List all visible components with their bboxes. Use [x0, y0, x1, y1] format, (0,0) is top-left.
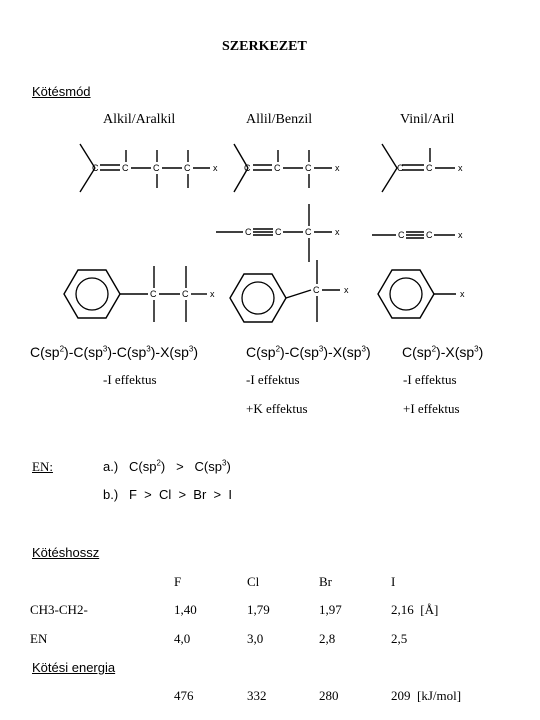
atom-c: C	[426, 163, 433, 173]
atom-x: x	[213, 163, 218, 173]
atom-c: C	[305, 227, 312, 237]
atom-x: x	[210, 289, 215, 299]
alkil-structure	[80, 144, 218, 192]
en-br: 2,8	[319, 631, 336, 646]
atom-x: x	[458, 163, 463, 173]
col-header-cl: Cl	[247, 574, 260, 589]
bond-energy-cl: 332	[247, 688, 267, 703]
column-header-allil: Allil/Benzil	[246, 112, 313, 127]
column-header-alkil: Alkil/Aralkil	[103, 112, 176, 127]
bond-energy-br: 280	[319, 688, 339, 703]
propargyl-structure	[216, 204, 340, 262]
effect-col2-2: +K effektus	[246, 401, 308, 416]
bond-length-br: 1,97	[319, 602, 342, 617]
atom-x: x	[344, 285, 349, 295]
atom-c: C	[397, 163, 404, 173]
bond-energy-i: 209 [kJ/mol]	[391, 688, 462, 703]
hybrid-col2: $C(sp^2)-C(sp^3)-X(sp^3)$	[246, 344, 371, 360]
row-label-en: EN	[30, 631, 48, 646]
atom-x: x	[335, 227, 340, 237]
atom-x: x	[458, 230, 463, 240]
bond-length-f: 1,40	[174, 602, 197, 617]
row-label-ch3ch2: CH3-CH2-	[30, 602, 88, 617]
allil-structure	[234, 144, 340, 192]
bond-length-heading: Kötéshossz	[32, 545, 100, 560]
col-header-br: Br	[319, 574, 332, 589]
atom-c: C	[153, 163, 160, 173]
aril-structure	[378, 270, 465, 318]
atom-x: x	[460, 289, 465, 299]
atom-c: C	[305, 163, 312, 173]
bond-length-i: 2,16 [Å]	[391, 602, 439, 617]
benzil-structure	[230, 260, 349, 322]
effect-col3-2: +I effektus	[403, 401, 460, 416]
atom-c: C	[244, 163, 251, 173]
col-header-i: I	[391, 574, 396, 589]
en-f: 4,0	[174, 631, 191, 646]
atom-c: C	[274, 163, 281, 173]
atom-c: C	[122, 163, 129, 173]
en-cl: 3,0	[247, 631, 264, 646]
bond-energy-heading: Kötési energia	[32, 660, 116, 675]
atom-c: C	[275, 227, 282, 237]
hybrid-col1: $C(sp^2)-C(sp^3)-C(sp^3)-X(sp^3)$	[30, 344, 198, 360]
page-title: SZERKEZET	[222, 39, 307, 54]
atom-c: C	[184, 163, 191, 173]
effect-col2-1: -I effektus	[246, 372, 300, 387]
en-order-a: a.) $C(sp^2)$ > $C(sp^3)$	[103, 458, 231, 474]
effect-col3-1: -I effektus	[403, 372, 457, 387]
alkinyl-structure	[372, 230, 463, 240]
atom-c: C	[398, 230, 405, 240]
aralkil-structure	[64, 266, 215, 322]
en-order-b: b.) F > Cl > Br > I	[103, 487, 232, 502]
atom-c: C	[150, 289, 157, 299]
bond-energy-f: 476	[174, 688, 194, 703]
en-i: 2,5	[391, 631, 408, 646]
hybrid-col3: $C(sp^2)-X(sp^3)$	[402, 344, 484, 360]
atom-c: C	[426, 230, 433, 240]
bonding-heading: Kötésmód	[32, 84, 91, 99]
atom-c: C	[182, 289, 189, 299]
bond-length-cl: 1,79	[247, 602, 270, 617]
atom-c: C	[92, 163, 99, 173]
en-label: EN:	[32, 459, 53, 474]
atom-c: C	[313, 285, 320, 295]
col-header-f: F	[174, 574, 182, 589]
vinil-structure	[382, 144, 463, 192]
atom-c: C	[245, 227, 252, 237]
atom-x: x	[335, 163, 340, 173]
column-header-vinil: Vinil/Aril	[400, 112, 455, 127]
effect-col1-1: -I effektus	[103, 372, 157, 387]
